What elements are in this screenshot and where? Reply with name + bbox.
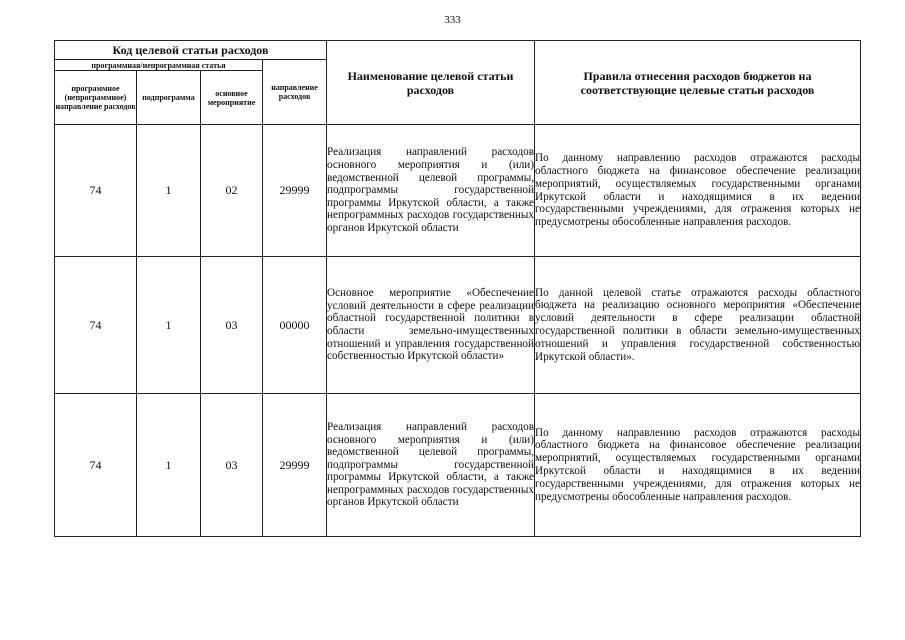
article-name: Основное мероприятие «Обеспечение условий деятельности в сфере реализации областной государственной политики в области земельно-имущественных отношений и управления государственной собственностью Иркутской области» xyxy=(327,257,535,394)
program-code: 74 xyxy=(55,257,137,394)
table-row xyxy=(55,125,861,257)
direction-code: 00000 xyxy=(263,257,327,394)
header-program-group: программная/непрограммная статья xyxy=(55,60,263,71)
target-articles-table xyxy=(54,40,861,537)
table-row xyxy=(55,394,861,537)
header-direction: направление расходов xyxy=(263,60,327,125)
article-name: Реализация направлений расходов основного мероприятия и (или) ведомственной целевой программы, подпрограммы государственной программы Иркутской области, а также непрограммных расходов государственных органов Иркутской области xyxy=(327,394,535,537)
header-main-activity: основное мероприятие xyxy=(201,71,263,125)
header-name: Наименование целевой статьи расходов xyxy=(327,41,535,125)
article-name: Реализация направлений расходов основного мероприятия и (или) ведомственной целевой программы, подпрограммы государственной программы Иркутской области, а также непрограммных расходов государственных органов Иркутской области xyxy=(327,125,535,257)
program-code: 74 xyxy=(55,125,137,257)
header-subprogram: подпрограмма xyxy=(137,71,201,125)
direction-code: 29999 xyxy=(263,394,327,537)
header-rules: Правила отнесения расходов бюджетов на соответствующие целевые статьи расходов xyxy=(535,41,861,125)
subprogram-code: 1 xyxy=(137,394,201,537)
table-row xyxy=(55,257,861,394)
program-code: 74 xyxy=(55,394,137,537)
article-rule: По данной целевой статье отражаются расходы областного бюджета на реализацию основного мероприятия «Обеспечение условий деятельности в сфере реализации областной государственной политики в области земельно-имущественных отношений и управления государственной собственностью Иркутской области». xyxy=(535,257,861,394)
article-rule: По данному направлению расходов отражаются расходы областного бюджета на финансовое обеспечение реализации мероприятий, осуществляемых государственными органами Иркутской области и находящимися в их ведении государственными учреждениями, для отражения которых не предусмотрены обособленные направления расходов. xyxy=(535,394,861,537)
activity-code: 03 xyxy=(201,394,263,537)
activity-code: 03 xyxy=(201,257,263,394)
direction-code: 29999 xyxy=(263,125,327,257)
subprogram-code: 1 xyxy=(137,125,201,257)
activity-code: 02 xyxy=(201,125,263,257)
page-number: 333 xyxy=(444,14,461,26)
article-rule: По данному направлению расходов отражаются расходы областного бюджета на финансовое обеспечение реализации мероприятий, осуществляемых государственными органами Иркутской области и находящимися в их ведении государственными учреждениями, для отражения которых не предусмотрены обособленные направления расходов. xyxy=(535,125,861,257)
header-program-direction: программное (непрограммное) направление расходов xyxy=(55,71,137,125)
header-code-group: Код целевой статьи расходов xyxy=(55,41,327,60)
subprogram-code: 1 xyxy=(137,257,201,394)
